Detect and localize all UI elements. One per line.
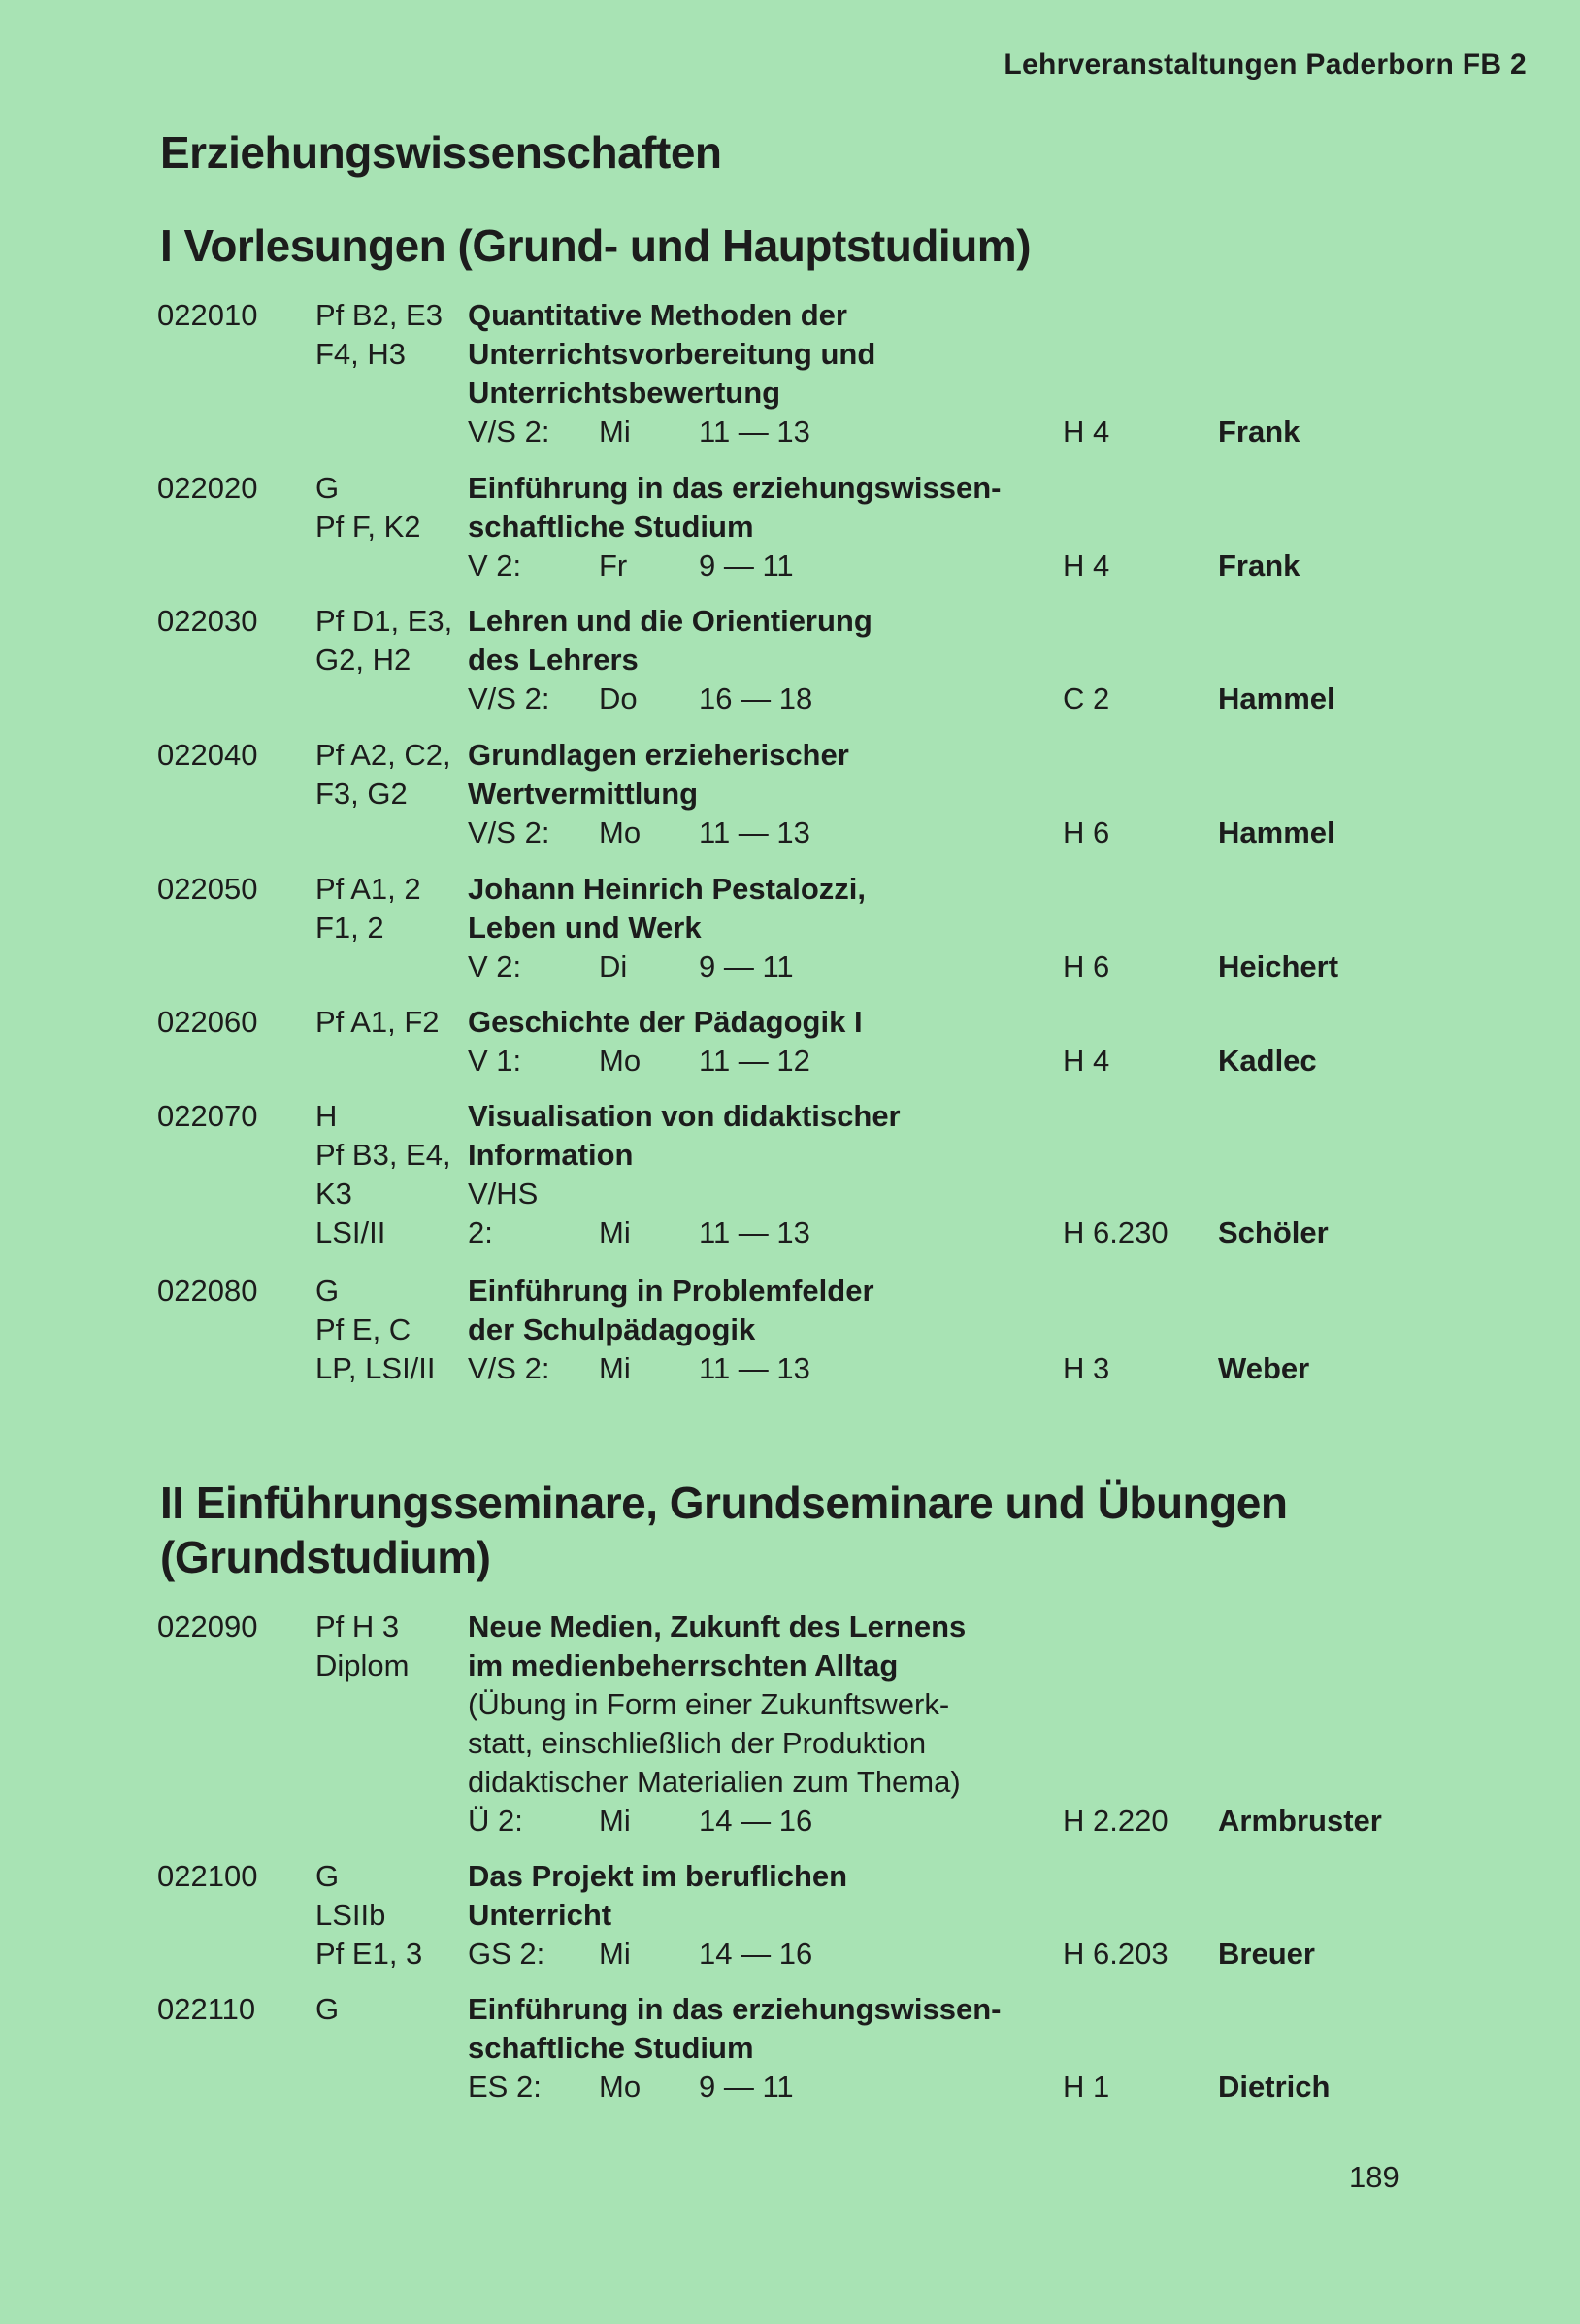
course-title: Das Projekt im beruflichen — [468, 1859, 848, 1893]
lecturer-name: Breuer — [1218, 1937, 1315, 1971]
course-day: Di — [599, 949, 628, 983]
course-type: V 1: — [468, 1044, 522, 1078]
course-time: 14 — 16 — [699, 1804, 813, 1838]
lecturer-name: Armbruster — [1218, 1804, 1382, 1838]
course-room: H 4 — [1063, 415, 1110, 448]
course-room: H 6.230 — [1063, 1215, 1169, 1249]
lecturer-name: Schöler — [1218, 1215, 1329, 1249]
entry-line — [0, 775, 1580, 813]
entry-line — [0, 2029, 1580, 2068]
entry-line — [0, 374, 1580, 413]
module-code: H — [315, 1099, 338, 1133]
course-number: 022090 — [157, 1610, 258, 1643]
course-type: V 2: — [468, 548, 522, 582]
course-type: 2: — [468, 1215, 493, 1249]
course-room: H 4 — [1063, 1044, 1110, 1078]
entry-line — [0, 602, 1580, 641]
entry-line — [0, 335, 1580, 374]
course-type: V 2: — [468, 949, 522, 983]
entry-line — [0, 1896, 1580, 1935]
course-title: Leben und Werk — [468, 911, 702, 945]
course-day: Mi — [599, 1215, 631, 1249]
course-entry — [0, 1003, 1580, 1080]
course-type: V/S 2: — [468, 1351, 550, 1385]
lecturer-name: Heichert — [1218, 949, 1339, 983]
entry-line — [0, 680, 1580, 718]
course-type: V/S 2: — [468, 815, 550, 849]
course-title: Einführung in das erziehungswissen- — [468, 471, 1002, 505]
lecturer-name: Weber — [1218, 1351, 1310, 1385]
entry-line — [0, 1685, 1580, 1724]
course-type: ES 2: — [468, 2070, 542, 2104]
course-time: 11 — 13 — [699, 415, 810, 448]
module-code: Pf A1, 2 — [315, 872, 421, 906]
lecturer-name: Frank — [1218, 548, 1300, 582]
course-day: Fr — [599, 548, 628, 582]
course-day: Mo — [599, 1044, 642, 1078]
course-note: V/HS — [468, 1177, 539, 1211]
entry-line — [0, 1349, 1580, 1388]
module-code: G — [315, 1859, 340, 1893]
course-entry — [0, 1608, 1580, 1841]
course-day: Mi — [599, 1351, 631, 1385]
entry-line — [0, 508, 1580, 547]
course-number: 022040 — [157, 738, 258, 772]
entry-line — [0, 1608, 1580, 1646]
course-title: im medienbeherrschten Alltag — [468, 1648, 899, 1682]
course-title: Visualisation von didaktischer — [468, 1099, 901, 1133]
course-room: H 2.220 — [1063, 1804, 1169, 1838]
course-title: schaftliche Studium — [468, 510, 754, 544]
module-code: Pf E, C — [315, 1312, 411, 1346]
course-number: 022020 — [157, 471, 258, 505]
module-code: Pf F, K2 — [315, 510, 421, 544]
course-title: Information — [468, 1138, 634, 1172]
module-code: Pf B2, E3 — [315, 298, 443, 332]
course-number: 022070 — [157, 1099, 258, 1133]
entry-line — [0, 296, 1580, 335]
course-type: Ü 2: — [468, 1804, 523, 1838]
course-room: C 2 — [1063, 681, 1110, 715]
course-title: Geschichte der Pädagogik I — [468, 1005, 863, 1039]
course-number: 022010 — [157, 298, 258, 332]
course-day: Mi — [599, 1804, 631, 1838]
entry-line — [0, 641, 1580, 680]
course-number: 022110 — [157, 1992, 256, 2026]
department-title: Erziehungswissenschaften — [160, 127, 722, 178]
module-code: K3 — [315, 1177, 352, 1211]
course-title: schaftliche Studium — [468, 2031, 754, 2065]
entry-line — [0, 1763, 1580, 1802]
entry-line — [0, 1213, 1580, 1252]
course-title: Einführung in Problemfelder — [468, 1274, 874, 1308]
course-title: Einführung in das erziehungswissen- — [468, 1992, 1002, 2026]
course-type: V/S 2: — [468, 415, 550, 448]
course-note: (Übung in Form einer Zukunftswerk- — [468, 1687, 950, 1721]
running-header: Lehrveranstaltungen Paderborn FB 2 — [1004, 49, 1527, 81]
entry-line — [0, 1724, 1580, 1763]
course-entry — [0, 1097, 1580, 1252]
course-day: Do — [599, 681, 638, 715]
course-day: Mi — [599, 415, 631, 448]
course-room: H 1 — [1063, 2070, 1110, 2104]
course-day: Mo — [599, 2070, 642, 2104]
lecturer-name: Hammel — [1218, 681, 1335, 715]
entry-line — [0, 413, 1580, 451]
module-code: Pf A1, F2 — [315, 1005, 440, 1039]
course-entry — [0, 870, 1580, 986]
course-time: 9 — 11 — [699, 949, 794, 983]
course-room: H 4 — [1063, 548, 1110, 582]
module-code: LSIIb — [315, 1898, 386, 1932]
course-time: 16 — 18 — [699, 681, 813, 715]
course-title: Quantitative Methoden der — [468, 298, 847, 332]
entry-line — [0, 2068, 1580, 2107]
lecturer-name: Frank — [1218, 415, 1300, 448]
course-number: 022080 — [157, 1274, 258, 1308]
course-entry — [0, 602, 1580, 718]
course-time: 11 — 12 — [699, 1044, 810, 1078]
entry-line — [0, 1097, 1580, 1136]
course-entry — [0, 1857, 1580, 1974]
course-time: 14 — 16 — [699, 1937, 813, 1971]
course-title: Wertvermittlung — [468, 777, 699, 811]
course-day: Mi — [599, 1937, 631, 1971]
entry-line — [0, 813, 1580, 852]
course-time: 9 — 11 — [699, 2070, 794, 2104]
course-number: 022060 — [157, 1005, 258, 1039]
course-title: Unterrichtsvorbereitung und — [468, 337, 876, 371]
module-code: G — [315, 1992, 340, 2026]
course-day: Mo — [599, 815, 642, 849]
module-code: F1, 2 — [315, 911, 384, 945]
lecturer-name: Kadlec — [1218, 1044, 1317, 1078]
course-time: 11 — 13 — [699, 1351, 810, 1385]
module-code: Pf A2, C2, — [315, 738, 451, 772]
course-entry — [0, 1272, 1580, 1388]
course-number: 022100 — [157, 1859, 258, 1893]
entry-line — [0, 1272, 1580, 1311]
entry-line — [0, 909, 1580, 947]
course-room: H 6 — [1063, 949, 1110, 983]
course-title: Neue Medien, Zukunft des Lernens — [468, 1610, 967, 1643]
course-entry — [0, 296, 1580, 451]
entry-line — [0, 870, 1580, 909]
course-number: 022030 — [157, 604, 258, 638]
module-code: Diplom — [315, 1648, 410, 1682]
course-title: Johann Heinrich Pestalozzi, — [468, 872, 866, 906]
entry-line — [0, 1311, 1580, 1349]
module-code: G — [315, 1274, 340, 1308]
course-entry — [0, 736, 1580, 852]
module-code: Pf H 3 — [315, 1610, 400, 1643]
module-code: LSI/II — [315, 1215, 386, 1249]
module-code: Pf D1, E3, — [315, 604, 453, 638]
course-type: V/S 2: — [468, 681, 550, 715]
module-code: G2, H2 — [315, 643, 411, 677]
module-code: F4, H3 — [315, 337, 407, 371]
entry-line — [0, 1175, 1580, 1213]
entry-line — [0, 547, 1580, 585]
course-note: statt, einschließlich der Produktion — [468, 1726, 927, 1760]
course-type: GS 2: — [468, 1937, 545, 1971]
course-title: Unterrichtsbewertung — [468, 376, 781, 410]
course-title: Unterricht — [468, 1898, 612, 1932]
module-code: F3, G2 — [315, 777, 408, 811]
module-code: Pf E1, 3 — [315, 1937, 423, 1971]
course-title: der Schulpädagogik — [468, 1312, 756, 1346]
entry-line — [0, 947, 1580, 986]
entry-line — [0, 1136, 1580, 1175]
module-code: Pf B3, E4, — [315, 1138, 451, 1172]
module-code: LP, LSI/II — [315, 1351, 436, 1385]
entry-line — [0, 1802, 1580, 1841]
course-room: H 3 — [1063, 1351, 1110, 1385]
course-time: 11 — 13 — [699, 815, 810, 849]
lecturer-name: Dietrich — [1218, 2070, 1331, 2104]
course-time: 11 — 13 — [699, 1215, 810, 1249]
course-room: H 6.203 — [1063, 1937, 1169, 1971]
entry-line — [0, 1935, 1580, 1974]
page-number: 189 — [1349, 2160, 1399, 2194]
course-title: Grundlagen erzieherischer — [468, 738, 849, 772]
course-number: 022050 — [157, 872, 258, 906]
course-entry — [0, 469, 1580, 585]
entry-line — [0, 469, 1580, 508]
entry-line — [0, 1857, 1580, 1896]
entry-line — [0, 1646, 1580, 1685]
entry-line — [0, 1990, 1580, 2029]
module-code: G — [315, 471, 340, 505]
course-time: 9 — 11 — [699, 548, 794, 582]
course-title: des Lehrers — [468, 643, 639, 677]
entry-line — [0, 736, 1580, 775]
course-room: H 6 — [1063, 815, 1110, 849]
entry-line — [0, 1003, 1580, 1042]
lecturer-name: Hammel — [1218, 815, 1335, 849]
course-title: Lehren und die Orientierung — [468, 604, 872, 638]
entry-line — [0, 1042, 1580, 1080]
section-title: II Einführungsseminare, Grundseminare und Übungen (Grundstudium) — [160, 1477, 1288, 1582]
section-title: I Vorlesungen (Grund- und Hauptstudium) — [160, 220, 1032, 271]
course-note: didaktischer Materialien zum Thema) — [468, 1765, 961, 1799]
course-entry — [0, 1990, 1580, 2107]
